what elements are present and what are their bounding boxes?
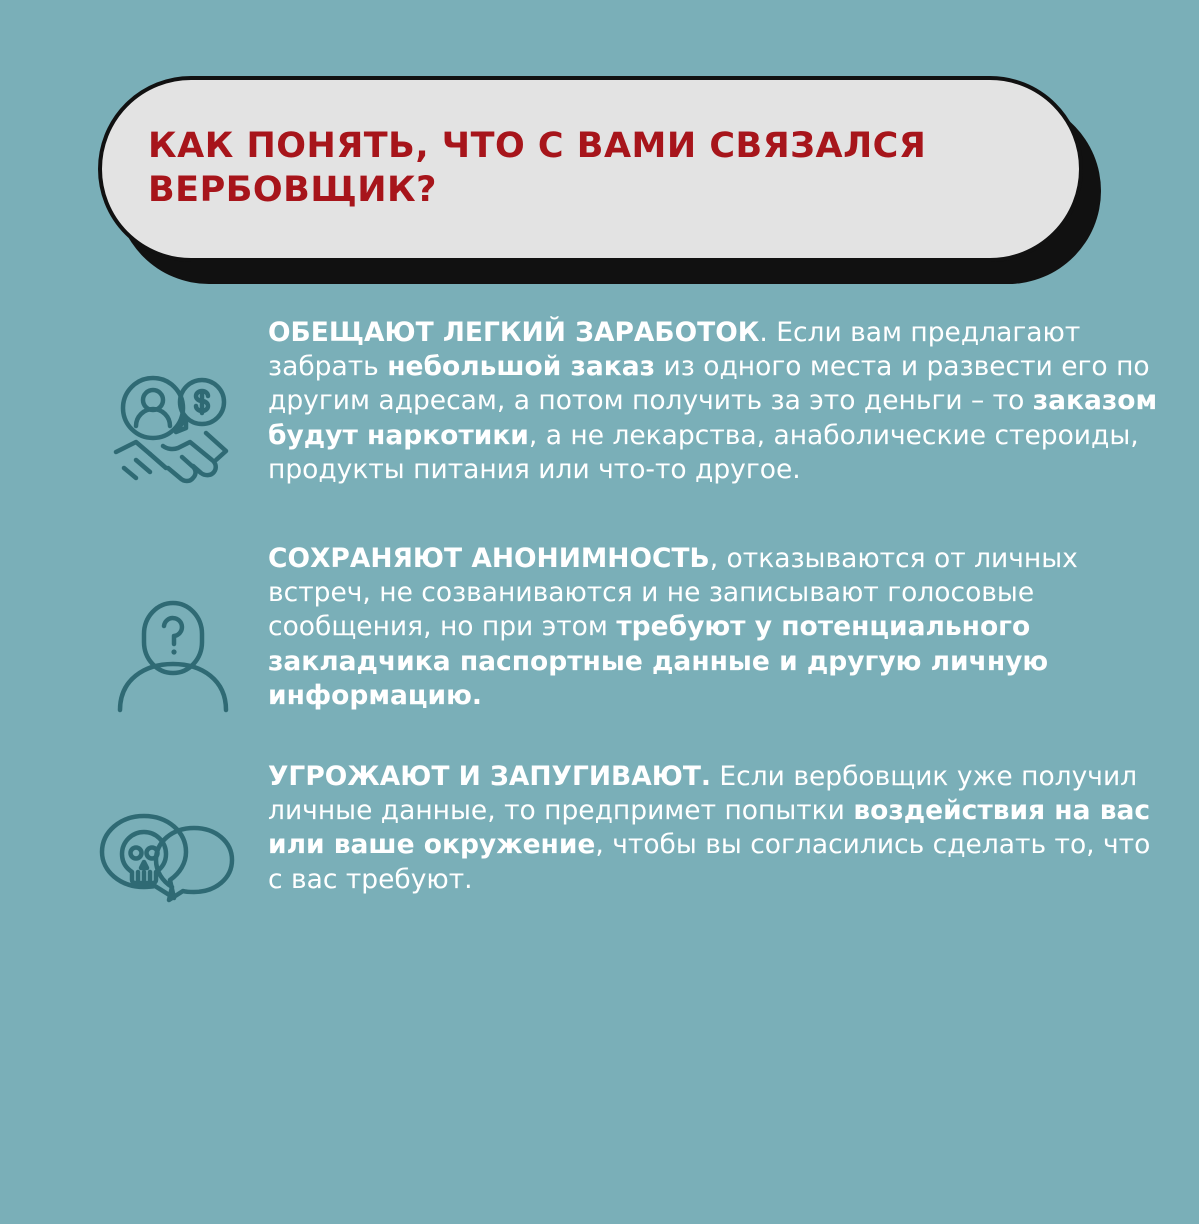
list-item-text	[268, 538, 1163, 713]
title-banner-box	[98, 76, 1083, 262]
list-item-lead: УГРОЖАЮТ И ЗАПУГИВАЮТ.	[268, 761, 711, 792]
list-item-text	[268, 756, 1163, 897]
list-item-body-0-0: . Если вам предлагают забрать	[268, 317, 1081, 383]
list-item-body-0-3: заказом будут наркотики	[268, 385, 1158, 451]
list-item-lead: СОХРАНЯЮТ АНОНИМНОСТЬ	[268, 543, 710, 574]
handshake-with-money-icon	[78, 312, 268, 510]
tips-list	[0, 312, 1199, 936]
list-item	[78, 538, 1163, 728]
list-item-body-2-1: воздействия на вас или ваше окружение	[268, 795, 1151, 861]
title-banner	[98, 76, 1083, 286]
list-item-body-2-0: Если вербовщик уже получил личные данные, то предпримет попытки	[268, 761, 1138, 827]
list-item-lead: ОБЕЩАЮТ ЛЕГКИЙ ЗАРАБОТОК	[268, 317, 760, 348]
skull-speech-bubble-icon	[78, 756, 268, 936]
list-item-body-0-2: из одного места и развести его по другим адресам, а потом получить за это деньги – то	[268, 351, 1150, 417]
page-title: КАК ПОНЯТЬ, ЧТО С ВАМИ СВЯЗАЛСЯ ВЕРБОВЩИК?	[148, 126, 927, 210]
anonymous-person-question-icon	[78, 538, 268, 728]
list-item-body-2-2: , чтобы вы согласились сделать то, что с вас требуют.	[268, 829, 1151, 895]
list-item-body-1-1: требуют у потенциального закладчика паспортные данные и другую личную информацию.	[268, 611, 1049, 711]
list-item-body-0-4: , а не лекарства, анаболические стероиды, продукты питания или что-то другое.	[268, 419, 1139, 485]
list-item-body-1-0: , отказываются от личных встреч, не созваниваются и не записывают голосовые сообщения, но при этом	[268, 543, 1078, 643]
list-item	[78, 756, 1163, 936]
list-item-text	[268, 312, 1163, 487]
list-item	[78, 312, 1163, 510]
infographic-poster	[0, 76, 1199, 1224]
list-item-body-0-1: небольшой заказ	[387, 351, 656, 383]
